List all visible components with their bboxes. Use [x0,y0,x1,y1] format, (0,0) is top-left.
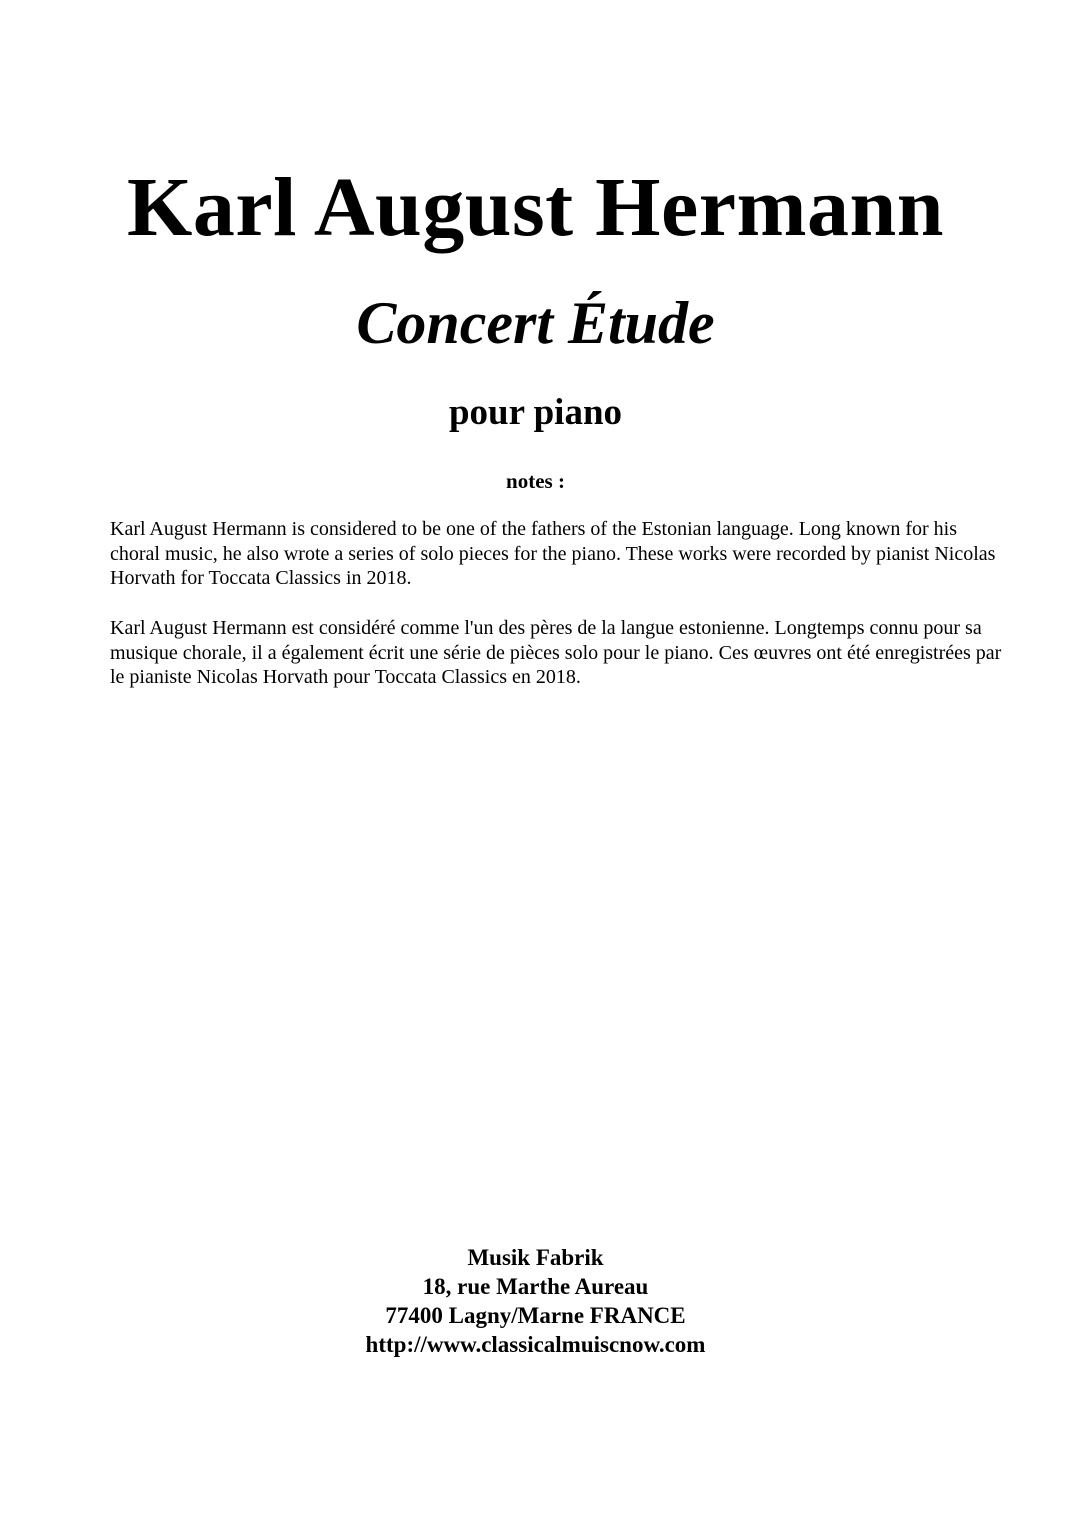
publisher-street: 18, rue Marthe Aureau [422,1274,649,1299]
work-title: Concert Étude [356,290,715,356]
publisher-url: http://www.classicalmuiscnow.com [365,1332,706,1357]
notes-english-paragraph: Karl August Hermann is considered to be one of the fathers of the Estonian language. Long known for his choral music, he also wrote a series of solo pieces for the piano. These works were recorded by pianist Nicolas Horvath for Toccata Classics in 2018. [110,518,996,589]
instrumentation: pour piano [448,392,623,433]
notes-heading: notes : [506,469,565,493]
publisher-block [0,1243,1071,1359]
composer-name: Karl August Hermann [127,161,944,254]
publisher-city: 77400 Lagny/Marne FRANCE [385,1303,686,1328]
publisher-name: Musik Fabrik [467,1245,604,1270]
notes-french-paragraph: Karl August Hermann est considéré comme l'un des pères de la langue estonienne. Longtemps connu pour sa musique chorale, il a également écrit une série de pièces solo pour le piano. Ces œuvres ont été enregistrées par le pianiste Nicolas Horvath pour Toccata Classics en 2018. [110,617,1002,688]
